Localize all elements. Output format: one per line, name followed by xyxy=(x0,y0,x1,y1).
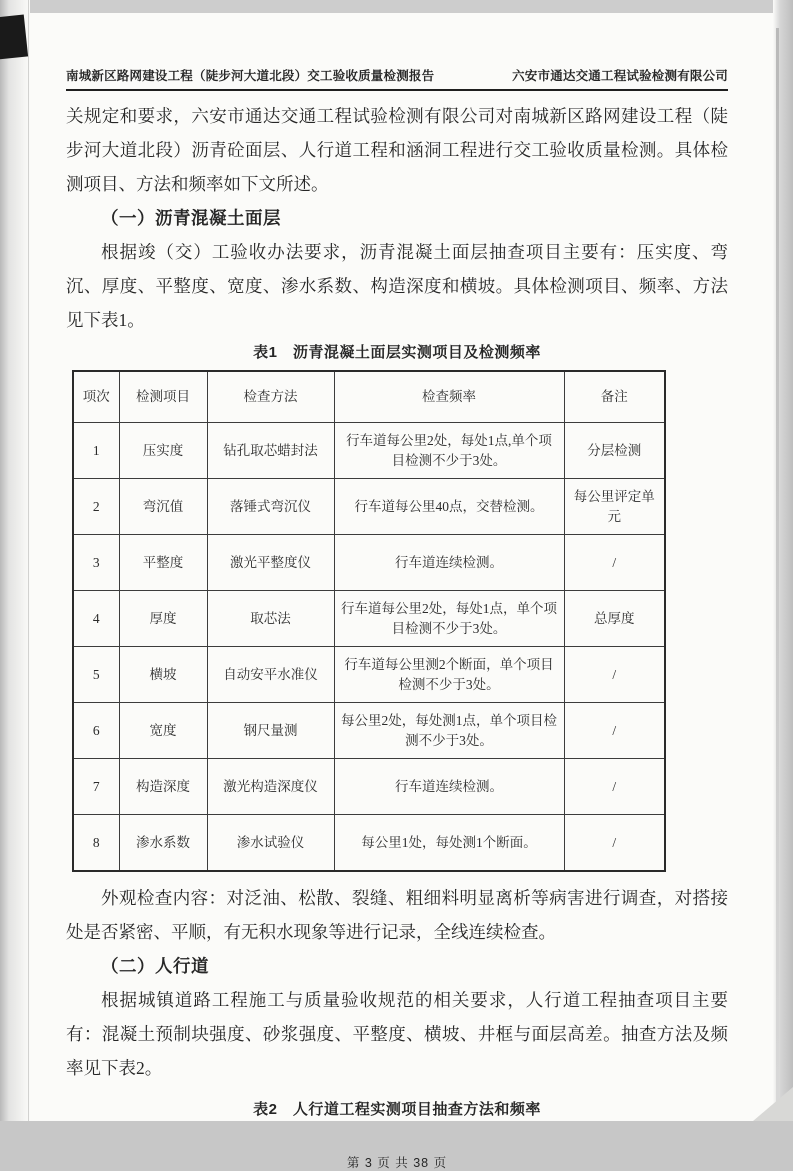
table1-cell: 每公里1处，每处测1个断面。 xyxy=(334,815,564,872)
running-header xyxy=(66,66,728,91)
table1-column-header: 项次 xyxy=(73,371,119,423)
table1-title: 表1 沥青混凝土面层实测项目及检测频率 xyxy=(253,344,541,361)
table1-cell: / xyxy=(564,647,665,703)
section-heading-sidewalk: （二）人行道 xyxy=(101,956,209,976)
table1-cell: 压实度 xyxy=(119,423,207,479)
scan-artifact-left-crease xyxy=(28,0,29,1121)
table1-column-header: 备注 xyxy=(564,371,665,423)
section-heading-asphalt: （一）沥青混凝土面层 xyxy=(101,208,281,228)
table1-cell: 渗水试验仪 xyxy=(207,815,334,872)
table1-cell: 每公里评定单元 xyxy=(564,479,665,535)
table1-cell: / xyxy=(564,703,665,759)
table1-cell: 自动安平水准仪 xyxy=(207,647,334,703)
table1-row xyxy=(73,703,665,759)
table1-cell: 横坡 xyxy=(119,647,207,703)
table1-column-header: 检查方法 xyxy=(207,371,334,423)
table1-asphalt-inspection xyxy=(72,370,666,872)
table1-cell: 平整度 xyxy=(119,535,207,591)
table1-cell: 7 xyxy=(73,759,119,815)
table1-cell: 构造深度 xyxy=(119,759,207,815)
table1-cell: 总厚度 xyxy=(564,591,665,647)
scan-artifact-corner-mark xyxy=(0,15,28,60)
table1-cell: 每公里2处，每处测1点，单个项目检测不少于3处。 xyxy=(334,703,564,759)
table1-row xyxy=(73,759,665,815)
table1-cell: / xyxy=(564,535,665,591)
table2-title: 表2 人行道工程实测项目抽查方法和频率 xyxy=(253,1101,541,1118)
scan-artifact-page-edge xyxy=(776,28,779,1121)
table1-cell: 落锤式弯沉仪 xyxy=(207,479,334,535)
table1-cell: 4 xyxy=(73,591,119,647)
table1-cell: 钻孔取芯蜡封法 xyxy=(207,423,334,479)
table1-row xyxy=(73,479,665,535)
report-title: 南城新区路网建设工程（陡步河大道北段）交工验收质量检测报告 xyxy=(66,69,435,83)
table1-row xyxy=(73,815,665,872)
paragraph-asphalt-items: 根据竣（交）工验收办法要求，沥青混凝土面层抽查项目主要有：压实度、弯沉、厚度、平整度、宽度、渗水系数、构造深度和横坡。具体检测项目、频率、方法见下表1。 xyxy=(66,242,728,330)
company-name: 六安市通达交通工程试验检测有限公司 xyxy=(512,69,728,83)
table1-cell: / xyxy=(564,759,665,815)
table1-cell: 1 xyxy=(73,423,119,479)
scan-artifact-left-band xyxy=(0,0,30,1121)
table1-cell: 宽度 xyxy=(119,703,207,759)
table1-cell: 行车道每公里2处，每处1点,单个项目检测不少于3处。 xyxy=(334,423,564,479)
table1-cell: 分层检测 xyxy=(564,423,665,479)
table1-cell: 行车道每公里2处，每处1点，单个项目检测不少于3处。 xyxy=(334,591,564,647)
scan-artifact-top-band xyxy=(0,0,793,13)
table1-cell: 5 xyxy=(73,647,119,703)
table1-header-row xyxy=(73,371,665,423)
table1-cell: 激光平整度仪 xyxy=(207,535,334,591)
table1-cell: 弯沉值 xyxy=(119,479,207,535)
table1-row xyxy=(73,647,665,703)
table1-cell: 渗水系数 xyxy=(119,815,207,872)
table1-cell: 行车道连续检测。 xyxy=(334,759,564,815)
table1-column-header: 检查频率 xyxy=(334,371,564,423)
paragraph-visual-inspection: 外观检查内容：对泛油、松散、裂缝、粗细料明显离析等病害进行调查，对搭接处是否紧密、平顺，有无积水现象等进行记录，全线连续检查。 xyxy=(66,888,728,942)
table1-cell: 行车道每公里40点，交替检测。 xyxy=(334,479,564,535)
table1-cell: 行车道每公里测2个断面，单个项目检测不少于3处。 xyxy=(334,647,564,703)
table1-cell: 2 xyxy=(73,479,119,535)
table1-row xyxy=(73,423,665,479)
table1-row xyxy=(73,535,665,591)
scan-artifact-bottom-fold xyxy=(753,1087,793,1121)
table1-cell: 取芯法 xyxy=(207,591,334,647)
table1-cell: 厚度 xyxy=(119,591,207,647)
table1-cell: 钢尺量测 xyxy=(207,703,334,759)
table1-cell: 行车道连续检测。 xyxy=(334,535,564,591)
table1-cell: 激光构造深度仪 xyxy=(207,759,334,815)
table1-row xyxy=(73,591,665,647)
page-number: 第 3 页 共 38 页 xyxy=(346,1156,448,1170)
table1-cell: / xyxy=(564,815,665,872)
table1-cell: 3 xyxy=(73,535,119,591)
table1-column-header: 检测项目 xyxy=(119,371,207,423)
paragraph-sidewalk-items: 根据城镇道路工程施工与质量验收规范的相关要求，人行道工程抽查项目主要有：混凝土预制块强度、砂浆强度、平整度、横坡、井框与面层高差。抽查方法及频率见下表2。 xyxy=(66,990,728,1078)
document-content xyxy=(66,66,728,1171)
paragraph-intro: 关规定和要求，六安市通达交通工程试验检测有限公司对南城新区路网建设工程（陡步河大道北段）沥青砼面层、人行道工程和涵洞工程进行交工验收质量检测。具体检测项目、方法和频率如下文所述。 xyxy=(66,106,728,194)
table1-cell: 6 xyxy=(73,703,119,759)
table1-cell: 8 xyxy=(73,815,119,872)
